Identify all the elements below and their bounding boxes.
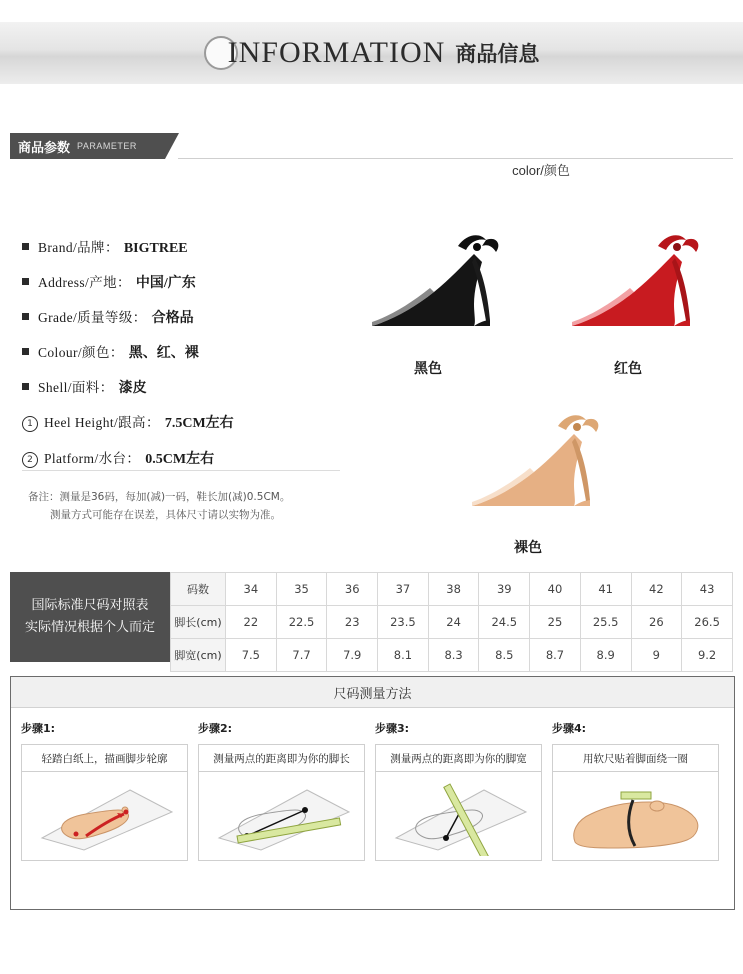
- cell: 39: [479, 573, 530, 606]
- cell: 37: [378, 573, 429, 606]
- cell: 22.5: [276, 606, 327, 639]
- step-title: 步骤3:: [375, 722, 410, 735]
- spec-label: Platform/水台：: [44, 451, 141, 466]
- cell: 9: [631, 639, 682, 672]
- color-caption-nude: 裸色: [514, 540, 542, 556]
- cell: 38: [428, 573, 479, 606]
- shoe-image-black: [362, 228, 502, 353]
- measurement-note: [28, 488, 368, 524]
- cell: 34: [226, 573, 277, 606]
- row-header: 脚宽(cm): [171, 639, 226, 672]
- cell: 23: [327, 606, 378, 639]
- header-title-en: INFORMATION: [227, 36, 446, 69]
- spec-label: Grade/质量等级：: [38, 310, 147, 325]
- spec-row-colour: [22, 341, 342, 362]
- cell: 8.7: [530, 639, 581, 672]
- cell: 42: [631, 573, 682, 606]
- cell: 43: [682, 573, 733, 606]
- product-spec-list: [22, 236, 342, 483]
- step-title: 步骤1:: [21, 722, 56, 735]
- measurement-step-2: [198, 720, 365, 861]
- foot-length-measure-icon: [207, 776, 357, 856]
- cell: 25: [530, 606, 581, 639]
- cell: 36: [327, 573, 378, 606]
- spec-row-grade: [22, 306, 342, 327]
- size-chart-grid: [170, 572, 733, 662]
- measurement-step-3: [375, 720, 542, 861]
- cell: 8.3: [428, 639, 479, 672]
- bullet-square-icon: [22, 243, 29, 250]
- step-title: 步骤2:: [198, 722, 233, 735]
- bullet-square-icon: [22, 278, 29, 285]
- table-row: [171, 606, 733, 639]
- cell: 41: [580, 573, 631, 606]
- cell: 8.5: [479, 639, 530, 672]
- measurement-step-1: [21, 720, 188, 861]
- numbered-bullet-1-icon: 1: [22, 416, 38, 432]
- foot-width-measure-icon: [384, 776, 534, 856]
- bullet-square-icon: [22, 348, 29, 355]
- note-line-1: 备注：测量是36码，每加(减)一码，鞋长加(减)0.5CM。: [28, 491, 291, 503]
- cell: 35: [276, 573, 327, 606]
- size-chart-label-line2: 实际情况根据个人而定: [24, 620, 155, 635]
- cell: 8.1: [378, 639, 429, 672]
- spec-value: 0.5CM左右: [145, 452, 215, 467]
- measurement-method-section: [10, 676, 735, 910]
- spec-list-underline: [22, 470, 340, 471]
- cell: 40: [530, 573, 581, 606]
- color-caption-black: 黑色: [414, 361, 442, 377]
- color-section-title: color/颜色: [512, 163, 570, 178]
- cell: 7.7: [276, 639, 327, 672]
- spec-label: Address/产地：: [38, 275, 131, 290]
- cell: 25.5: [580, 606, 631, 639]
- page-header-banner: [0, 22, 743, 84]
- step-title: 步骤4:: [552, 722, 587, 735]
- size-chart-label: [10, 572, 170, 662]
- parameter-tab-bar: [10, 133, 733, 159]
- cell: 9.2: [682, 639, 733, 672]
- row-header: 码数: [171, 573, 226, 606]
- step-caption: 测量两点的距离即为你的脚长: [198, 744, 365, 771]
- spec-value: 合格品: [151, 311, 194, 326]
- step-illustration: [198, 771, 365, 861]
- table-row: [171, 639, 733, 672]
- spec-value: 中国/广东: [135, 276, 196, 291]
- step-illustration: [21, 771, 188, 861]
- cell: 23.5: [378, 606, 429, 639]
- cell: 8.9: [580, 639, 631, 672]
- numbered-bullet-2-icon: 2: [22, 452, 38, 468]
- spec-label: Shell/面料：: [38, 380, 114, 395]
- step-caption: 轻踏白纸上，描画脚步轮廓: [21, 744, 188, 771]
- spec-row-shell: [22, 376, 342, 397]
- spec-label: Colour/颜色：: [38, 345, 124, 360]
- spec-label: Brand/品牌：: [38, 240, 119, 255]
- header-title-cn: 商品信息: [455, 42, 540, 66]
- spec-row-heel-height: [22, 411, 342, 433]
- spec-value: BIGTREE: [123, 241, 188, 256]
- cell: 26: [631, 606, 682, 639]
- measurement-method-title: 尺码测量方法: [11, 677, 734, 708]
- cell: 22: [226, 606, 277, 639]
- bullet-square-icon: [22, 383, 29, 390]
- step-caption: 用软尺贴着脚面绕一圈: [552, 744, 719, 771]
- measurement-steps: [11, 708, 734, 861]
- step-illustration: [552, 771, 719, 861]
- cell: 24: [428, 606, 479, 639]
- size-chart-label-line1: 国际标准尺码对照表: [31, 598, 149, 613]
- bullet-square-icon: [22, 313, 29, 320]
- shoe-image-nude: [462, 408, 602, 533]
- note-line-2: 测量方式可能存在误差，具体尺寸请以实物为准。: [50, 509, 281, 521]
- spec-row-brand: [22, 236, 342, 257]
- cell: 26.5: [682, 606, 733, 639]
- step-illustration: [375, 771, 542, 861]
- parameter-tab-label-cn: 商品参数: [18, 140, 71, 156]
- spec-label: Heel Height/跟高：: [44, 415, 160, 430]
- spec-row-platform: [22, 447, 342, 469]
- cell: 24.5: [479, 606, 530, 639]
- spec-value: 漆皮: [118, 381, 147, 396]
- foot-outline-trace-icon: [30, 776, 180, 856]
- cell: 7.5: [226, 639, 277, 672]
- parameter-tab-slant: [165, 133, 179, 159]
- spec-value: 7.5CM左右: [164, 416, 234, 431]
- parameter-divider: [178, 158, 733, 159]
- size-chart: [10, 572, 733, 662]
- spec-value: 黑、红、裸: [128, 346, 199, 361]
- spec-row-address: [22, 271, 342, 292]
- table-row: [171, 573, 733, 606]
- step-caption: 测量两点的距离即为你的脚宽: [375, 744, 542, 771]
- row-header: 脚长(cm): [171, 606, 226, 639]
- parameter-tab-label-en: PARAMETER: [77, 141, 137, 151]
- measurement-step-4: [552, 720, 719, 861]
- parameter-tab: [10, 133, 165, 159]
- color-caption-red: 红色: [614, 361, 642, 377]
- cell: 7.9: [327, 639, 378, 672]
- shoe-image-red: [562, 228, 702, 353]
- foot-girth-tape-icon: [561, 776, 711, 856]
